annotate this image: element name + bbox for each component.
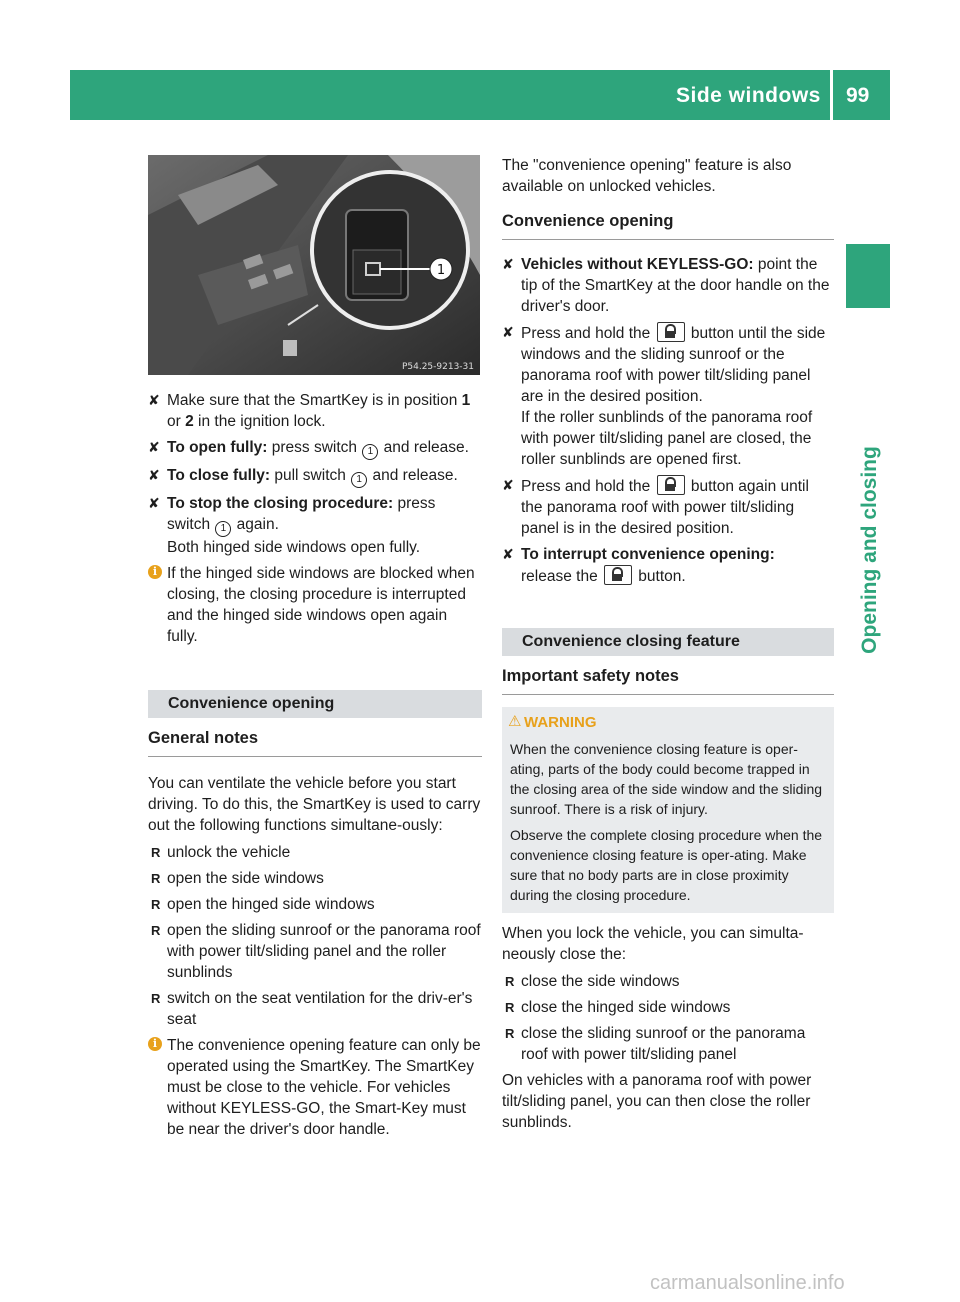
step-open-fully: ✘ To open fully: press switch 1 and release.: [148, 437, 482, 460]
warning-text-2: Observe the complete closing procedure when the convenience closing feature is oper-ating. Make sure that no body parts are in close proximity during the closing procedure.: [510, 827, 823, 903]
bullet-icon: R: [505, 1000, 515, 1015]
switch-1-icon: 1: [351, 472, 367, 488]
step-position: ✘ Make sure that the SmartKey is in position 1 or 2 in the ignition lock.: [148, 392, 471, 430]
list-item: R unlock the vehicle: [151, 844, 291, 861]
step-close-fully: ✘ To close fully: pull switch 1 and release.: [148, 465, 482, 488]
arrow-icon: ✘: [148, 495, 160, 511]
right-column: [502, 155, 834, 1133]
unlock-icon: [657, 475, 685, 495]
right-intro: The "convenience opening" feature is also available on unlocked vehicles.: [502, 157, 792, 195]
arrow-icon: ✘: [148, 439, 160, 455]
step-interrupt: ✘ To interrupt convenience opening: release the button.: [502, 546, 775, 585]
callout-number: 1: [436, 263, 446, 278]
left-column: [148, 390, 482, 1145]
subsection-general-notes: General notes: [148, 728, 482, 757]
close-intro: When you lock the vehicle, you can simulta-neously close the:: [502, 925, 804, 963]
step-no-keyless: ✘ Vehicles without KEYLESS-GO: point the tip of the SmartKey at the door handle on the driver's door.: [502, 256, 830, 315]
switch-1-icon: 1: [215, 521, 231, 537]
page-number: 99: [846, 84, 870, 107]
photo-code: P54.25-9213-31: [401, 362, 474, 372]
bullet-icon: R: [151, 991, 161, 1006]
list-item: R switch on the seat ventilation for the driv-er's seat: [151, 990, 473, 1028]
arrow-icon: ✘: [148, 467, 160, 483]
step-press-hold: ✘ Press and hold the button until the side windows and the sliding sunroof or the panorama roof with power tilt/sliding panel are in the desired position. If the roller sunblinds of the panorama roof with power tilt/sliding panel are closed, the roller sunblinds are opened first.: [502, 324, 826, 468]
unlock-icon: [604, 565, 632, 585]
unlock-icon: [657, 322, 685, 342]
info-icon: i: [148, 565, 162, 579]
arrow-icon: ✘: [502, 477, 514, 493]
chapter-tab: [846, 244, 890, 308]
warning-title: ⚠ WARNING: [510, 713, 826, 733]
info-note-smartkey: i The convenience opening feature can only be operated using the SmartKey. The SmartKey must be close to the vehicle. For vehicles without KEYLESS-GO, the Smart-Key must be near the driver's door handle.: [148, 1035, 482, 1140]
info-icon: i: [148, 1037, 162, 1051]
door-switch-illustration: [148, 155, 480, 375]
section-convenience-closing: Convenience closing feature: [502, 628, 834, 656]
door-switch-photo: [148, 155, 480, 375]
step-stop-closing: ✘ To stop the closing procedure: press switch 1 again. Both hinged side windows open fully.: [148, 495, 436, 556]
header-divider: [830, 70, 833, 120]
list-item: R close the side windows: [505, 973, 680, 990]
arrow-icon: ✘: [148, 392, 160, 408]
step-press-hold-again: ✘ Press and hold the button again until the panorama roof with power tilt/sliding panel is in the desired position.: [502, 477, 809, 537]
general-notes-intro: You can ventilate the vehicle before you start driving. To do this, the SmartKey is used to carry out the following functions simultane-ously:: [148, 775, 481, 834]
list-item: R open the hinged side windows: [151, 896, 375, 913]
subsection-safety-notes: Important safety notes: [502, 666, 834, 695]
section-convenience-opening: Convenience opening: [148, 690, 482, 718]
warning-box: [502, 707, 834, 913]
warning-text-1: When the convenience closing feature is oper-ating, parts of the body could become trapped in the closing area of the side window and the sliding sunroof. There is a risk of injury.: [510, 741, 823, 817]
subsection-convenience-opening: Convenience opening: [502, 211, 834, 240]
arrow-icon: ✘: [502, 256, 514, 272]
bullet-icon: R: [151, 923, 161, 938]
info-note-blocked: i If the hinged side windows are blocked when closing, the closing procedure is interrupted and the hinged side windows open again fully.: [148, 563, 482, 647]
watermark: carmanualsonline.info: [650, 1272, 845, 1294]
list-item: R open the sliding sunroof or the panorama roof with power tilt/sliding panel and the roller sunblinds: [151, 922, 481, 981]
page-title: Side windows: [676, 84, 821, 107]
bullet-icon: R: [151, 897, 161, 912]
list-item: R close the sliding sunroof or the panorama roof with power tilt/sliding panel: [505, 1025, 806, 1063]
arrow-icon: ✘: [502, 324, 514, 340]
bullet-icon: R: [151, 845, 161, 860]
switch-1-icon: 1: [362, 444, 378, 460]
bullet-icon: R: [505, 1026, 515, 1041]
bullet-icon: R: [151, 871, 161, 886]
arrow-icon: ✘: [502, 546, 514, 562]
closing-outro: On vehicles with a panorama roof with power tilt/sliding panel, you can then close the roller sunblinds.: [502, 1072, 812, 1131]
list-item: R open the side windows: [151, 870, 324, 887]
bullet-icon: R: [505, 974, 515, 989]
list-item: R close the hinged side windows: [505, 999, 731, 1016]
